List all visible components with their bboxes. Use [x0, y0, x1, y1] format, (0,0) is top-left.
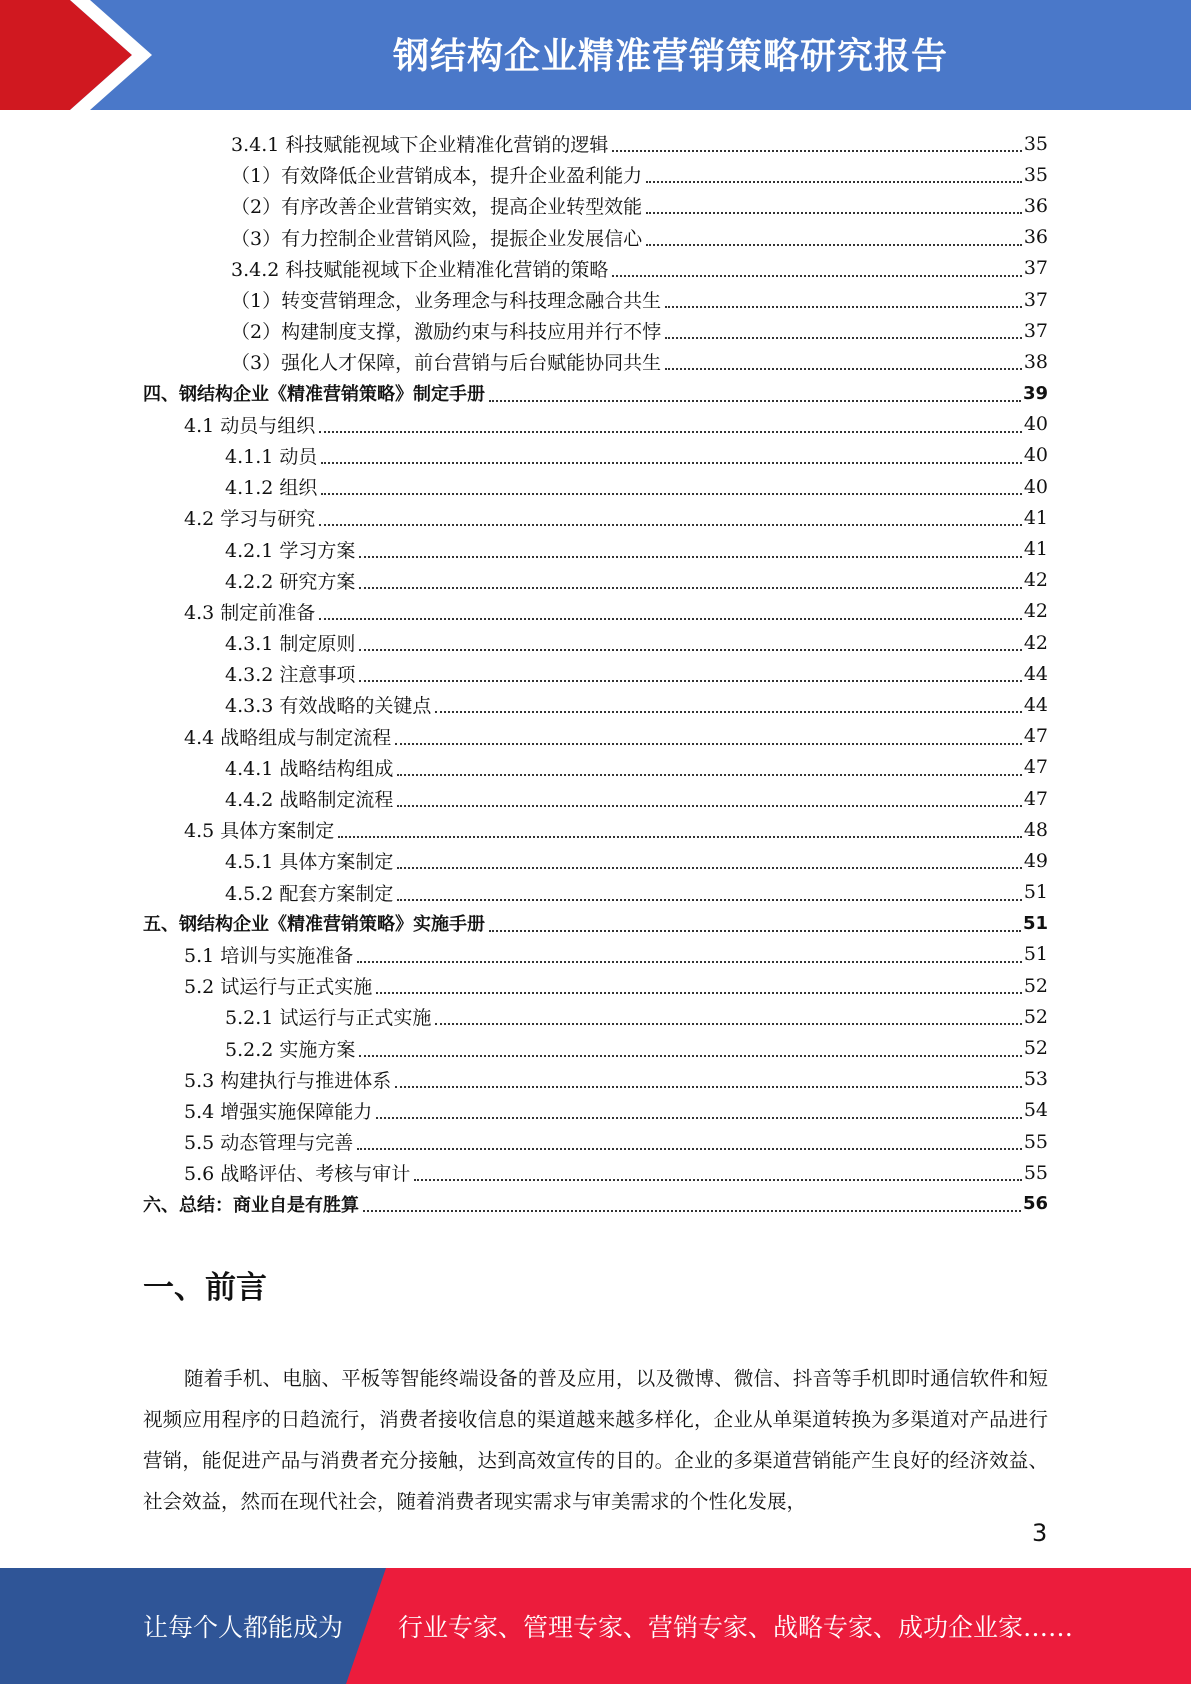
toc-entry[interactable] [143, 721, 1048, 752]
toc-entry[interactable] [143, 409, 1048, 440]
toc-dot-leader [376, 991, 1022, 994]
toc-entry-label: 5.1 培训与实施准备 [184, 944, 354, 967]
toc-entry[interactable] [143, 222, 1048, 253]
toc-entry-label: 4.5.1 具体方案制定 [225, 851, 394, 874]
toc-dot-leader [489, 929, 1021, 932]
toc-entry[interactable] [143, 378, 1048, 409]
toc-entry[interactable] [143, 908, 1048, 939]
toc-entry[interactable] [143, 128, 1048, 159]
toc-entry-label: （1）有效降低企业营销成本，提升企业盈利能力 [231, 165, 643, 188]
toc-dot-leader [395, 1085, 1022, 1088]
toc-entry[interactable] [143, 1032, 1048, 1063]
toc-entry-label: 5.4 增强实施保障能力 [184, 1100, 373, 1123]
toc-dot-leader [665, 305, 1022, 308]
toc-entry[interactable] [143, 1064, 1048, 1095]
table-of-contents [143, 128, 1048, 1220]
toc-entry[interactable] [143, 1001, 1048, 1032]
toc-dot-leader [435, 1022, 1021, 1025]
toc-entry-label: 4.4.1 战略结构组成 [225, 757, 394, 780]
toc-entry[interactable] [143, 752, 1048, 783]
toc-entry[interactable] [143, 814, 1048, 845]
toc-entry-label: 4.1 动员与组织 [184, 414, 316, 437]
toc-entry-page: 52 [1023, 1005, 1048, 1028]
toc-entry[interactable] [143, 440, 1048, 471]
toc-entry[interactable] [143, 845, 1048, 876]
toc-entry-label: 4.2.2 研究方案 [225, 570, 356, 593]
toc-entry[interactable] [143, 939, 1048, 970]
toc-entry-label: 四、钢结构企业《精准营销策略》制定手册 [143, 384, 485, 406]
toc-entry-page: 37 [1023, 288, 1048, 311]
toc-entry-label: 5.5 动态管理与完善 [184, 1132, 354, 1155]
toc-entry-label: （1）转变营销理念，业务理念与科技理念融合共生 [231, 290, 662, 313]
toc-entry-page: 52 [1023, 1037, 1048, 1060]
toc-entry-label: 4.4.2 战略制定流程 [225, 789, 394, 812]
toc-entry[interactable] [143, 877, 1048, 908]
toc-entry-label: 3.4.1 科技赋能视域下企业精准化营销的逻辑 [231, 134, 609, 157]
toc-dot-leader [338, 835, 1022, 838]
toc-entry[interactable] [143, 190, 1048, 221]
section-title: 一、前言 [143, 1270, 267, 1306]
toc-entry-label: 5.2.2 实施方案 [225, 1038, 356, 1061]
toc-entry[interactable] [143, 783, 1048, 814]
toc-entry[interactable] [143, 284, 1048, 315]
toc-entry-label: 4.3.1 制定原则 [225, 633, 356, 656]
toc-dot-leader [319, 430, 1022, 433]
toc-dot-leader [489, 399, 1021, 402]
toc-entry-page: 42 [1023, 569, 1048, 592]
toc-entry-page: 49 [1023, 849, 1048, 872]
toc-entry[interactable] [143, 315, 1048, 346]
toc-entry-page: 42 [1023, 600, 1048, 623]
toc-entry-label: 4.5.2 配套方案制定 [225, 882, 394, 905]
toc-dot-leader [646, 211, 1022, 214]
toc-entry-page: 44 [1023, 693, 1048, 716]
toc-entry-label: 4.2 学习与研究 [184, 508, 316, 531]
toc-entry-page: 51 [1022, 912, 1048, 934]
toc-entry-page: 56 [1022, 1193, 1048, 1215]
toc-dot-leader [612, 274, 1021, 277]
toc-entry[interactable] [143, 253, 1048, 284]
toc-entry-page: 37 [1023, 319, 1048, 342]
report-title: 钢结构企业精准营销策略研究报告 [392, 36, 948, 77]
toc-entry-page: 36 [1023, 226, 1048, 249]
toc-entry[interactable] [143, 471, 1048, 502]
toc-entry-label: 5.2.1 试运行与正式实施 [225, 1007, 432, 1030]
toc-dot-leader [435, 710, 1021, 713]
toc-entry-page: 52 [1023, 974, 1048, 997]
toc-entry[interactable] [143, 565, 1048, 596]
footer-slogan-right: 行业专家、管理专家、营销专家、战略专家、成功企业家…… [398, 1613, 1074, 1642]
toc-entry[interactable] [143, 346, 1048, 377]
toc-dot-leader [357, 1147, 1022, 1150]
toc-entry-label: （3）有力控制企业营销风险，提振企业发展信心 [231, 227, 643, 250]
toc-entry-page: 48 [1023, 818, 1048, 841]
toc-entry-page: 51 [1023, 943, 1048, 966]
toc-dot-leader [359, 648, 1021, 651]
toc-entry-label: 5.3 构建执行与推进体系 [184, 1069, 392, 1092]
toc-entry-page: 38 [1023, 350, 1048, 373]
toc-entry-page: 39 [1022, 382, 1048, 404]
toc-entry-page: 42 [1023, 631, 1048, 654]
toc-entry-page: 35 [1023, 132, 1048, 155]
toc-entry-label: 4.1.1 动员 [225, 445, 318, 468]
toc-entry[interactable] [143, 159, 1048, 190]
page-number: 3 [1032, 1519, 1048, 1547]
toc-entry[interactable] [143, 1095, 1048, 1126]
toc-dot-leader [646, 243, 1022, 246]
toc-entry-label: 五、钢结构企业《精准营销策略》实施手册 [143, 914, 485, 936]
toc-entry-page: 37 [1023, 257, 1048, 280]
toc-dot-leader [665, 336, 1022, 339]
toc-entry-page: 47 [1023, 787, 1048, 810]
toc-entry-page: 40 [1023, 413, 1048, 436]
toc-dot-leader [357, 960, 1022, 963]
toc-dot-leader [359, 586, 1021, 589]
toc-dot-leader [376, 1116, 1022, 1119]
toc-dot-leader [414, 1178, 1022, 1181]
toc-entry-page: 41 [1023, 538, 1048, 561]
toc-dot-leader [359, 679, 1021, 682]
toc-dot-leader [359, 555, 1021, 558]
toc-dot-leader [321, 461, 1021, 464]
toc-entry-page: 54 [1023, 1099, 1048, 1122]
toc-entry-label: 5.6 战略评估、考核与审计 [184, 1163, 411, 1186]
footer-slogan-left: 让每个人都能成为 [143, 1613, 344, 1642]
toc-entry-page: 55 [1023, 1161, 1048, 1184]
toc-dot-leader [321, 492, 1021, 495]
page-footer [0, 1568, 1191, 1684]
toc-entry[interactable] [143, 502, 1048, 533]
toc-entry-page: 35 [1023, 163, 1048, 186]
toc-entry[interactable] [143, 658, 1048, 689]
toc-dot-leader [397, 804, 1021, 807]
toc-dot-leader [397, 898, 1021, 901]
toc-entry-label: （3）强化人才保障，前台营销与后台赋能协同共生 [231, 352, 662, 375]
toc-entry-label: 4.3.3 有效战略的关键点 [225, 695, 432, 718]
toc-entry[interactable] [143, 1126, 1048, 1157]
toc-dot-leader [612, 149, 1021, 152]
toc-entry-page: 51 [1023, 881, 1048, 904]
toc-entry-label: （2）有序改善企业营销实效，提高企业转型效能 [231, 196, 643, 219]
toc-entry-label: 4.4 战略组成与制定流程 [184, 726, 392, 749]
toc-entry[interactable] [143, 1157, 1048, 1188]
toc-entry-page: 40 [1023, 475, 1048, 498]
toc-entry[interactable] [143, 689, 1048, 720]
toc-entry-label: 4.3 制定前准备 [184, 601, 316, 624]
header-arrow-decoration [0, 0, 160, 110]
toc-entry-page: 36 [1023, 194, 1048, 217]
toc-dot-leader [646, 180, 1022, 183]
toc-entry-label: 4.1.2 组织 [225, 477, 318, 500]
toc-entry-label: （2）构建制度支撑，激励约束与科技应用并行不悖 [231, 321, 662, 344]
toc-entry-label: 4.2.1 学习方案 [225, 539, 356, 562]
toc-dot-leader [363, 1209, 1021, 1212]
toc-dot-leader [397, 866, 1021, 869]
toc-entry-label: 5.2 试运行与正式实施 [184, 976, 373, 999]
toc-entry[interactable] [143, 627, 1048, 658]
toc-entry-page: 55 [1023, 1130, 1048, 1153]
preface-paragraph: 随着手机、电脑、平板等智能终端设备的普及应用，以及微博、微信、抖音等手机即时通信软件和短视频应用程序的日趋流行，消费者接收信息的渠道越来越多样化，企业从单渠道转换为多渠道对产品进行营销，能促进产品与消费者充分接触，达到高效宣传的目的。企业的多渠道营销能产生良好的经济效益、社会效益，然而在现代社会，随着消费者现实需求与审美需求的个性化发展， [143, 1367, 1048, 1513]
toc-entry-page: 53 [1023, 1068, 1048, 1091]
toc-entry-page: 41 [1023, 506, 1048, 529]
toc-dot-leader [397, 773, 1021, 776]
toc-dot-leader [395, 742, 1022, 745]
toc-dot-leader [665, 367, 1022, 370]
toc-entry[interactable] [143, 596, 1048, 627]
toc-entry-page: 47 [1023, 725, 1048, 748]
toc-entry-label: 六、总结：商业自是有胜算 [143, 1194, 359, 1216]
toc-entry-page: 47 [1023, 756, 1048, 779]
toc-entry[interactable] [143, 533, 1048, 564]
toc-entry[interactable] [143, 1188, 1048, 1219]
toc-dot-leader [319, 523, 1022, 526]
toc-entry-page: 40 [1023, 444, 1048, 467]
toc-entry-label: 4.5 具体方案制定 [184, 820, 335, 843]
toc-dot-leader [319, 617, 1022, 620]
toc-entry-label: 3.4.2 科技赋能视域下企业精准化营销的策略 [231, 258, 609, 281]
toc-entry-page: 44 [1023, 662, 1048, 685]
toc-dot-leader [359, 1054, 1021, 1057]
toc-entry[interactable] [143, 970, 1048, 1001]
page-header [0, 0, 1191, 110]
toc-entry-label: 4.3.2 注意事项 [225, 664, 356, 687]
